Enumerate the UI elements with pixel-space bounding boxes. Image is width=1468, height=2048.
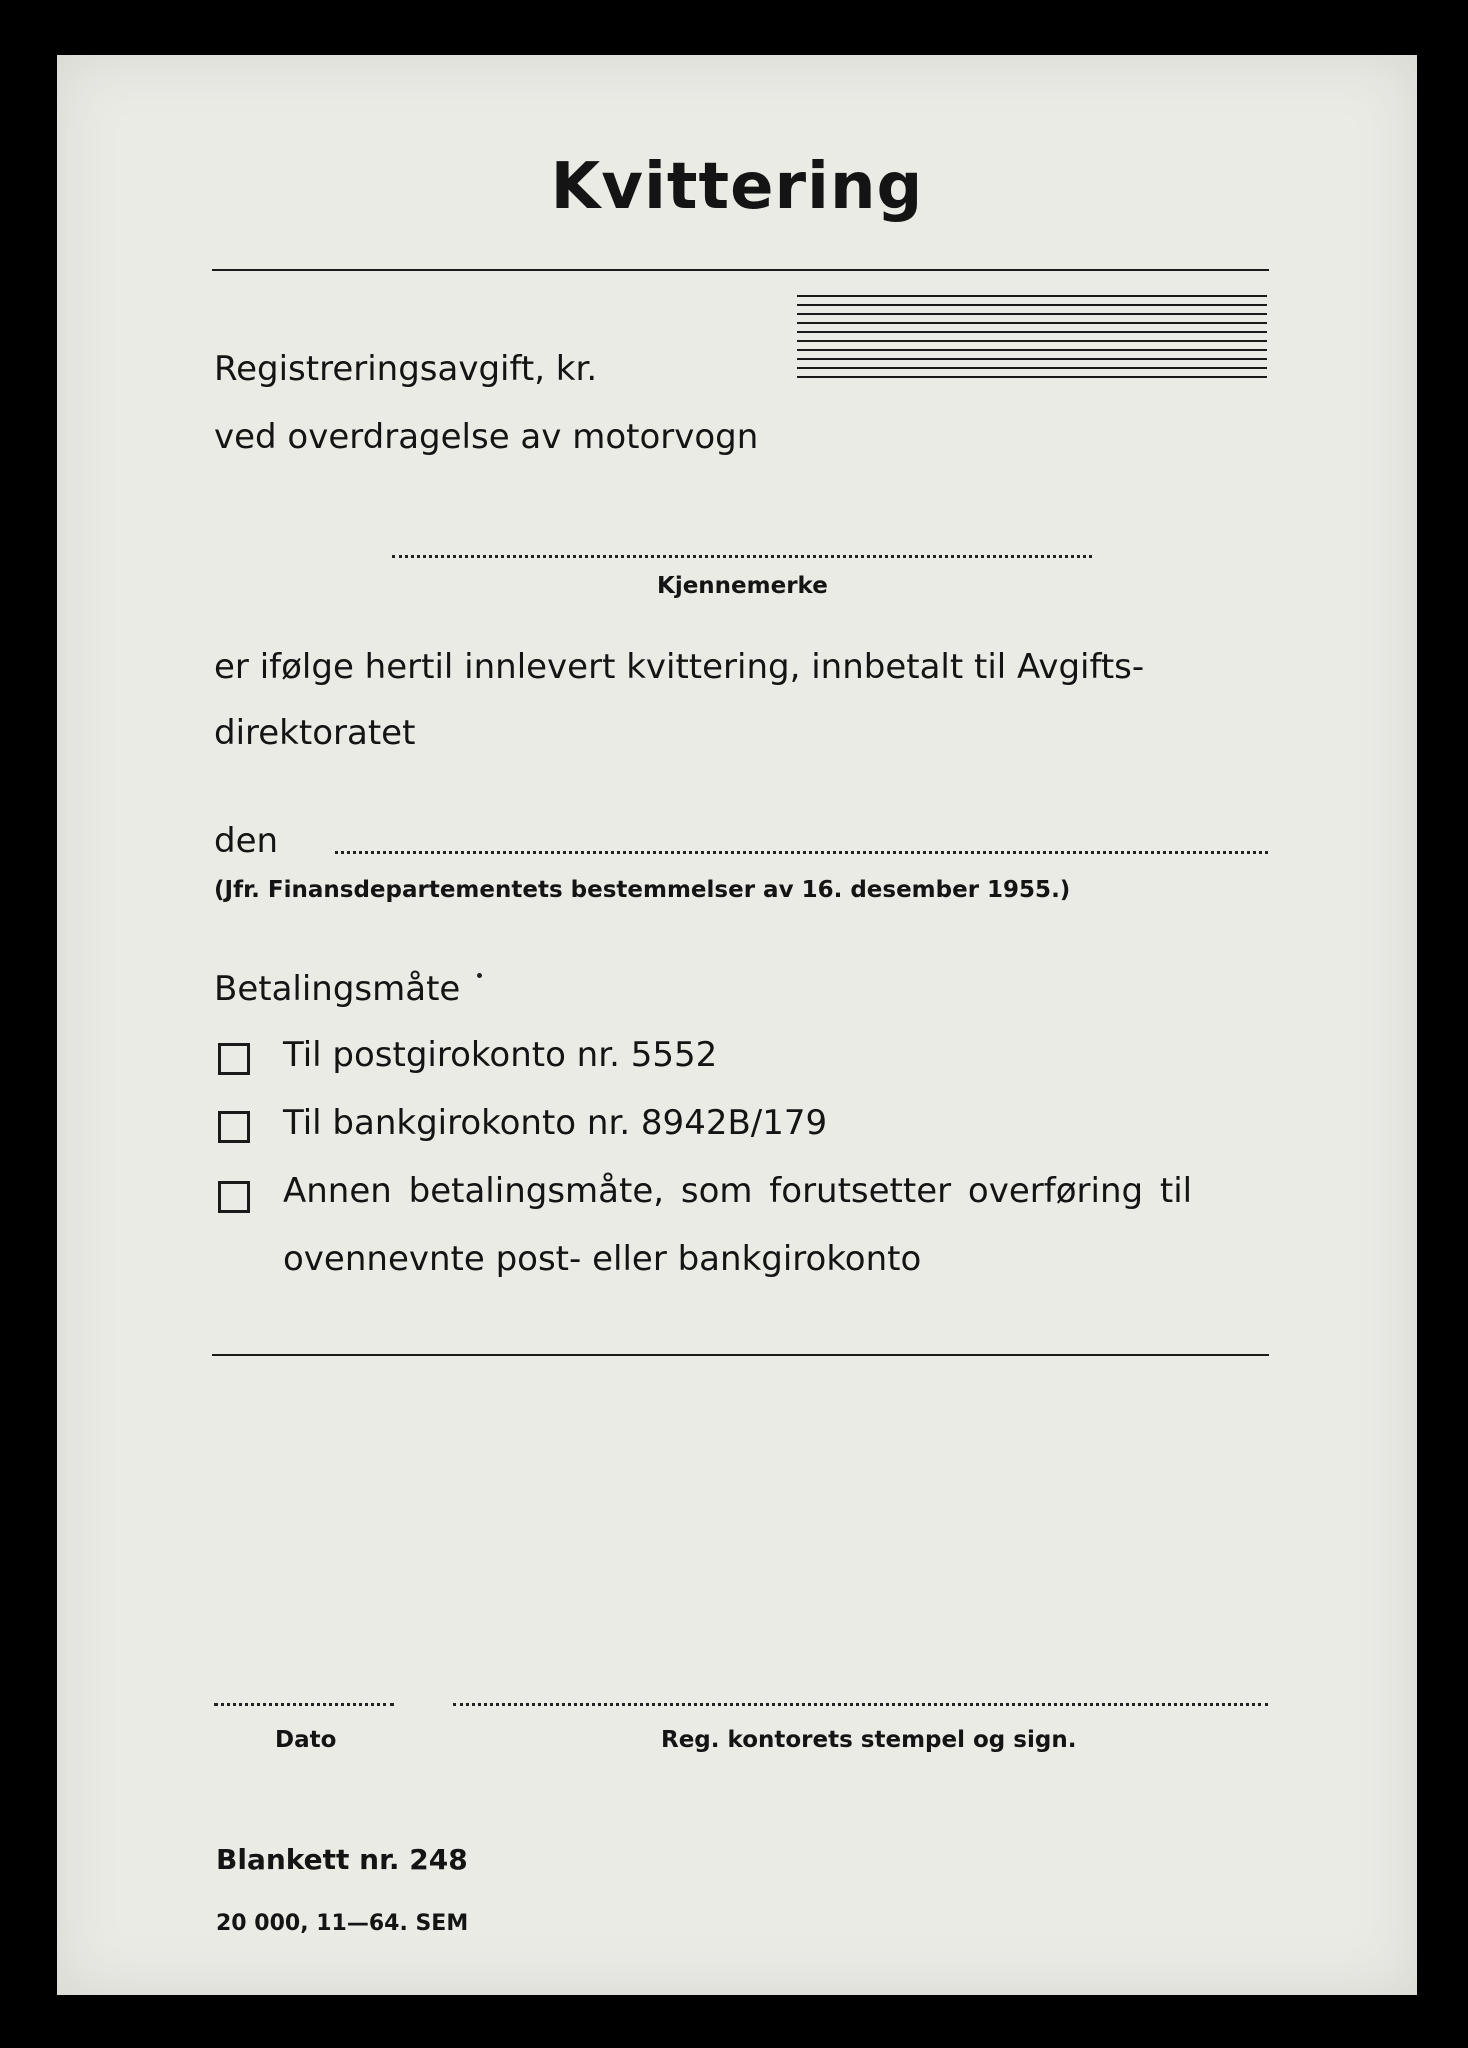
- other-payment-label-line1: Annen betalingsmåte, som forutsetter overføring til: [283, 1171, 1193, 1211]
- paid-text-line2: direktoratet: [214, 713, 416, 753]
- bankgiro-option-label: Til bankgirokonto nr. 8942B/179: [283, 1103, 828, 1143]
- signature-date-field[interactable]: [214, 1703, 394, 1706]
- payment-heading: Betalingsmåte: [214, 969, 461, 1009]
- other-payment-checkbox[interactable]: [218, 1181, 250, 1213]
- ink-speck: [477, 973, 482, 978]
- postgiro-option-label: Til postgirokonto nr. 5552: [283, 1035, 718, 1075]
- middle-rule: [212, 1354, 1269, 1356]
- receipt-form: [57, 55, 1417, 1995]
- plate-number-field[interactable]: [392, 555, 1092, 558]
- bankgiro-checkbox[interactable]: [218, 1111, 250, 1143]
- postgiro-checkbox[interactable]: [218, 1043, 250, 1075]
- plate-caption: Kjennemerke: [657, 573, 828, 599]
- other-payment-label-line2: ovennevnte post- eller bankgirokonto: [283, 1239, 922, 1279]
- paid-text-line1: er ifølge hertil innlevert kvittering, innbetalt til Avgifts-: [214, 647, 1145, 687]
- print-info: 20 000, 11—64. SEM: [216, 1911, 469, 1936]
- fee-amount-field[interactable]: [797, 295, 1267, 389]
- form-title: Kvittering: [550, 150, 924, 224]
- regulation-reference: (Jfr. Finansdepartementets bestemmelser av 16. desember 1955.): [214, 877, 1071, 903]
- transfer-text: ved overdragelse av motorvogn: [214, 417, 759, 457]
- form-number: Blankett nr. 248: [216, 1843, 468, 1876]
- date-field[interactable]: [335, 851, 1268, 854]
- stamp-signature-field[interactable]: [453, 1703, 1268, 1706]
- top-rule: [212, 269, 1269, 271]
- date-caption: Dato: [275, 1727, 337, 1753]
- fee-label: Registreringsavgift, kr.: [214, 349, 598, 389]
- stamp-caption: Reg. kontorets stempel og sign.: [661, 1727, 1077, 1753]
- date-label: den: [214, 821, 279, 861]
